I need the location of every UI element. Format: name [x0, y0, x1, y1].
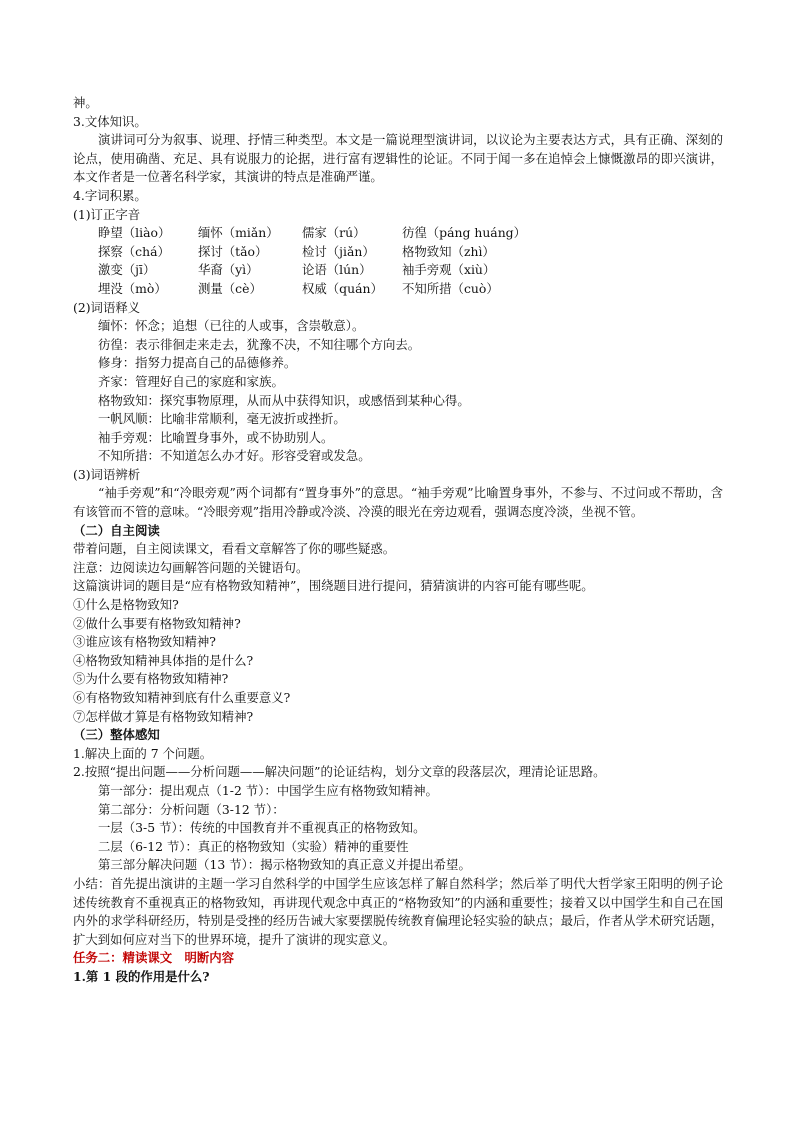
text-line: 1.解决上面的 7 个问题。: [73, 745, 213, 761]
question-line: 1.第 1 段的作用是什么?: [73, 968, 210, 984]
pronunciation-cell: 权威（quán）: [302, 280, 383, 296]
document-body: [73, 94, 723, 987]
structure-item: 第三部分解决问题（13 节）：揭示格物致知的真正意义并提出希望。: [98, 857, 471, 873]
structure-item: 第一部分：提出观点（1-2 节）：中国学生应有格物致知精神。: [98, 782, 438, 798]
text-line: 带着问题，自主阅读课文，看看文章解答了你的哪些疑惑。: [73, 541, 396, 557]
section-heading-self-reading: （二）自主阅读: [73, 522, 160, 538]
pronunciation-cell: 彷徨（páng huáng）: [402, 225, 526, 241]
pronunciation-cell: 不知所措（cuò）: [402, 280, 499, 296]
pronunciation-cell: 华裔（yì）: [198, 262, 259, 278]
pronunciation-cell: 探察（chá）: [98, 243, 170, 259]
pronunciation-cell: 检讨（jiǎn）: [302, 243, 375, 259]
pronunciation-cell: 儒家（rú）: [302, 225, 366, 241]
definition-item: 齐家：管理好自己的家庭和家族。: [98, 373, 284, 389]
text-line: 这篇演讲词的题目是“应有格物致知精神”，围绕题目进行提问，猜猜演讲的内容可能有哪些呢。: [73, 578, 594, 594]
definition-item: 修身：指努力提高自己的品德修养。: [98, 355, 297, 371]
text-line: 注意：边阅读边勾画解答问题的关键语句。: [73, 559, 309, 575]
subheading-pronunciation: (1)订正字音: [73, 206, 141, 222]
question-item: ③谁应该有格物致知精神?: [73, 634, 216, 650]
pronunciation-cell: 探讨（tǎo）: [198, 243, 268, 259]
pronunciation-cell: 激变（jī）: [98, 262, 156, 278]
subheading-distinguish: (3)词语辨析: [73, 466, 141, 482]
pronunciation-cell: 测量（cè）: [198, 280, 262, 296]
question-item: ④格物致知精神具体指的是什么?: [73, 652, 254, 668]
distinguish-paragraph: “袖手旁观”和“冷眼旁观”两个词都有“置身事外”的意思。“袖手旁观”比喻置身事外，不参与、不过问或不帮助，含有该管而不管的意味。“冷眼旁观”指用冷静或冷淡、冷漠的眼光在旁边观看，强调态度冷淡，坐视不管。: [73, 485, 723, 520]
pronunciation-cell: 论语（lún）: [302, 262, 372, 278]
question-item: ⑤为什么要有格物致知精神?: [73, 671, 229, 687]
question-item: ①什么是格物致知?: [73, 597, 179, 613]
definition-item: 一帆风顺：比喻非常顺利，毫无波折或挫折。: [98, 411, 346, 427]
section-heading-overview: （三）整体感知: [73, 727, 160, 743]
text-line: 2.按照“提出问题——分析问题——解决问题”的论证结构，划分文章的段落层次，理清论证思路。: [73, 764, 606, 780]
pronunciation-table: [73, 224, 723, 298]
summary-paragraph: 小结：首先提出演讲的主题一学习自然科学的中国学生应该怎样了解自然科学；然后举了明代大哲学家王阳明的例子论述传统教育不重视真正的格物致知，再讲现代观念中真正的“格物致知”的内涵和重要性；接着又以中国学生和自己在国内外的求学科研经历，特别是受挫的经历告诫大家要摆脱传统教育偏理论轻实验的缺点；最后，作者从学术研究话题，扩大到如何应对当下的世界环境，提升了演讲的现实意义。: [73, 875, 723, 947]
pronunciation-cell: 袖手旁观（xiù）: [402, 262, 496, 278]
structure-item: 一层（3-5 节）：传统的中国教育并不重视真正的格物致知。: [98, 820, 426, 836]
structure-item: 第二部分：分析问题（3-12 节）：: [98, 801, 285, 817]
definition-item: 格物致知：探究事物原理，从而从中获得知识，或感悟到某种心得。: [98, 392, 470, 408]
text-line: 神。: [73, 95, 98, 110]
pronunciation-cell: 睁望（liào）: [98, 225, 171, 241]
definition-item: 彷徨：表示徘徊走来走去，犹豫不决，不知往哪个方向去。: [98, 336, 421, 352]
task-heading: 任务二：精读课文 明断内容: [73, 950, 235, 966]
definition-item: 袖手旁观：比喻置身事外，或不协助别人。: [98, 429, 334, 445]
definition-item: 缅怀：怀念；追想（已往的人或事，含崇敬意）。: [98, 318, 365, 334]
question-item: ⑦怎样做才算是有格物致知精神?: [73, 708, 254, 724]
pronunciation-cell: 埋没（mò）: [98, 280, 167, 296]
pronunciation-cell: 缅怀（miǎn）: [198, 225, 279, 241]
subheading-definitions: (2)词语释义: [73, 299, 141, 315]
genre-paragraph: 演讲词可分为叙事、说理、抒情三种类型。本文是一篇说理型演讲词，以议论为主要表达方式，具有正确、深刻的论点，使用确凿、充足、具有说服力的论据，进行富有逻辑性的论证。不同于闻一多在追悼会上慷慨激昂的即兴演讲，本文作者是一位著名科学家，其演讲的特点是准确严谨。: [73, 132, 723, 185]
definition-item: 不知所措：不知道怎么办才好。形容受窘或发急。: [98, 448, 371, 464]
pronunciation-cell: 格物致知（zhì）: [402, 243, 495, 259]
question-item: ②做什么事要有格物致知精神?: [73, 615, 241, 631]
structure-item: 二层（6-12 节）：真正的格物致知（实验）精神的重要性: [98, 838, 409, 854]
section-heading-genre: 3.文体知识。: [73, 113, 147, 129]
question-item: ⑥有格物致知精神到底有什么重要意义?: [73, 690, 291, 705]
section-heading-vocab: 4.字词积累。: [73, 187, 147, 203]
